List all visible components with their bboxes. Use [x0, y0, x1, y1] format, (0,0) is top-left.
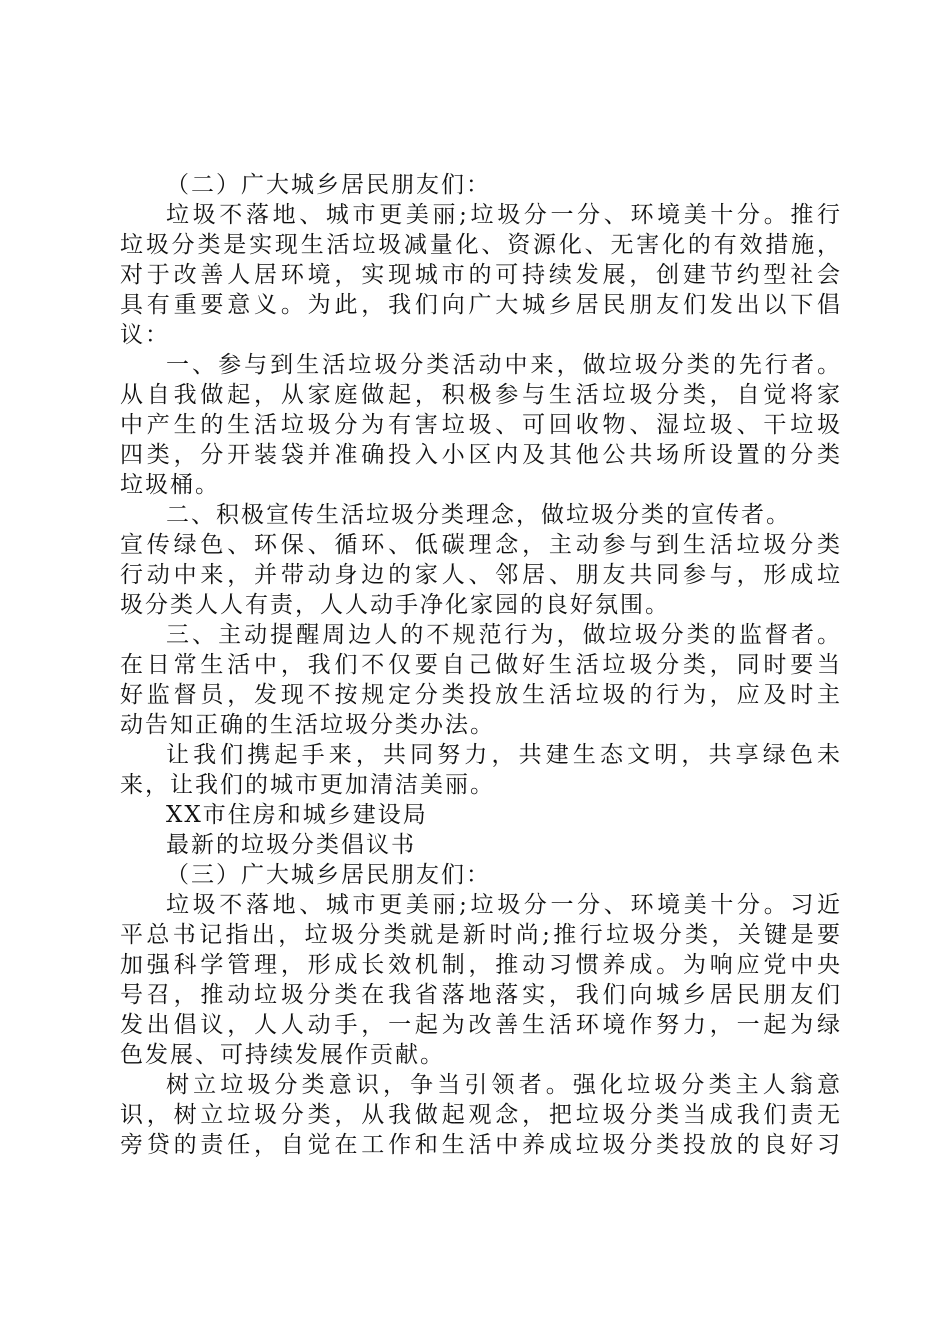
text-line: 具有重要意义。为此，我们向广大城乡居民朋友们发出以下倡	[120, 292, 840, 318]
text-line: 来，让我们的城市更加清洁美丽。	[120, 772, 495, 798]
text-line: 最新的垃圾分类倡议书	[166, 832, 416, 858]
text-line: 宣传绿色、环保、循环、低碳理念，主动参与到生活垃圾分类	[120, 532, 840, 558]
text-line: （二）广大城乡居民朋友们：	[166, 172, 491, 198]
text-line: 树立垃圾分类意识，争当引领者。强化垃圾分类主人翁意	[166, 1072, 840, 1098]
text-line: 动告知正确的生活垃圾分类办法。	[120, 712, 495, 738]
text-line: 在日常生活中，我们不仅要自己做好生活垃圾分类，同时要当	[120, 652, 840, 678]
text-line: 让我们携起手来，共同努力，共建生态文明，共享绿色未	[166, 742, 840, 768]
text-line: 中产生的生活垃圾分为有害垃圾、可回收物、湿垃圾、干垃圾	[120, 412, 840, 438]
text-line: 二、积极宣传生活垃圾分类理念，做垃圾分类的宣传者。	[166, 502, 791, 528]
text-line: 号召，推动垃圾分类在我省落地落实，我们向城乡居民朋友们	[120, 982, 840, 1008]
text-line: 一、参与到生活垃圾分类活动中来，做垃圾分类的先行者。	[166, 352, 840, 378]
text-line: 圾分类人人有责，人人动手净化家园的良好氛围。	[120, 592, 670, 618]
text-line: 加强科学管理，形成长效机制，推动习惯养成。为响应党中央	[120, 952, 840, 978]
text-line: 色发展、可持续发展作贡献。	[120, 1042, 445, 1068]
text-line: 好监督员，发现不按规定分类投放生活垃圾的行为，应及时主	[120, 682, 840, 708]
text-line: 旁贷的责任，自觉在工作和生活中养成垃圾分类投放的良好习	[120, 1132, 840, 1158]
text-line: 垃圾不落地、城市更美丽;垃圾分一分、环境美十分。推行	[166, 202, 840, 228]
text-line: 垃圾桶。	[120, 472, 220, 498]
text-line: XX市住房和城乡建设局	[166, 802, 428, 828]
text-line: 发出倡议，人人动手，一起为改善生活环境作努力，一起为绿	[120, 1012, 840, 1038]
text-line: 从自我做起，从家庭做起，积极参与生活垃圾分类，自觉将家	[120, 382, 840, 408]
text-line: 三、主动提醒周边人的不规范行为，做垃圾分类的监督者。	[166, 622, 840, 648]
text-line: 平总书记指出，垃圾分类就是新时尚;推行垃圾分类，关键是要	[120, 922, 840, 948]
text-line: （三）广大城乡居民朋友们：	[166, 862, 491, 888]
text-line: 议：	[120, 322, 170, 348]
text-line: 垃圾不落地、城市更美丽;垃圾分一分、环境美十分。习近	[166, 892, 840, 918]
text-line: 垃圾分类是实现生活垃圾减量化、资源化、无害化的有效措施，	[120, 232, 840, 258]
document-body	[120, 170, 840, 1160]
text-line: 行动中来，并带动身边的家人、邻居、朋友共同参与，形成垃	[120, 562, 840, 588]
text-line: 识，树立垃圾分类，从我做起观念，把垃圾分类当成我们责无	[120, 1102, 840, 1128]
text-line: 对于改善人居环境，实现城市的可持续发展，创建节约型社会	[120, 262, 840, 288]
text-line: 四类，分开装袋并准确投入小区内及其他公共场所设置的分类	[120, 442, 840, 468]
